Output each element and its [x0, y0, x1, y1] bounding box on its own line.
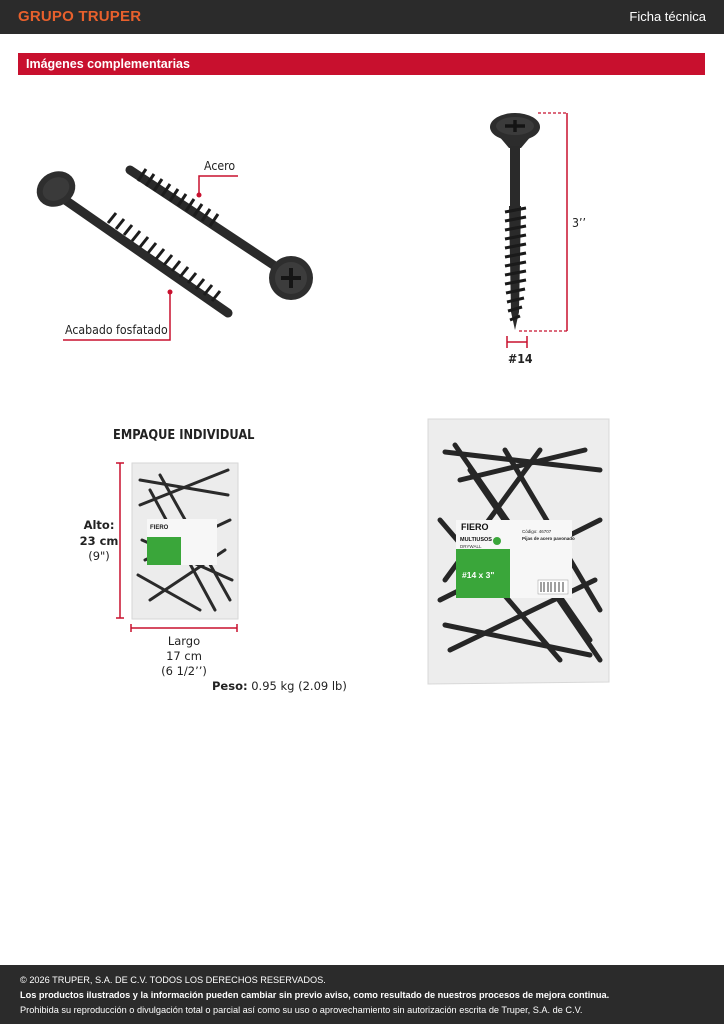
- packaging-title: EMPAQUE INDIVIDUAL: [113, 428, 255, 443]
- footer: [0, 965, 724, 1024]
- section-title: Imágenes complementarias: [26, 57, 190, 71]
- package-height-label: Alto:: [83, 518, 115, 532]
- svg-text:FIERO: FIERO: [150, 525, 169, 531]
- package-height-cm: 23 cm: [79, 534, 119, 548]
- package-category: MULTIUSOS: [460, 537, 492, 543]
- footer-disclaimer: Los productos ilustrados y la información pueden cambiar sin previo aviso, como resultado de nuestros procesos de mejora continua.: [20, 990, 610, 1000]
- finish-callout: Acabado fosfatado: [65, 322, 168, 337]
- package-length-cm: 17 cm: [166, 649, 202, 663]
- package-description: Pijas de acero pavonado: [522, 536, 575, 541]
- material-callout: Acero: [204, 158, 236, 173]
- package-length-label: Largo: [167, 634, 201, 648]
- package-length-in: (6 1/2’’): [161, 664, 207, 678]
- length-dimension-label: 3’’: [572, 215, 586, 230]
- package-brand: FIERO: [461, 522, 489, 532]
- footer-prohibition: Prohibida su reproducción o divulgación total o parcial así como su uso o aprovechamiento sin autorización escrita de Truper, S.A. de C.V.: [20, 1005, 583, 1015]
- package-subcategory: DRYWALL: [460, 544, 482, 549]
- package-code: Código: 46707: [522, 529, 552, 534]
- brand-logo: GRUPO TRUPER: [18, 8, 142, 25]
- gauge-dimension-label: #14: [508, 351, 533, 366]
- package-size-label: #14 x 3": [462, 570, 495, 580]
- footer-copyright: © 2026 TRUPER, S.A. DE C.V. TODOS LOS DERECHOS RESERVADOS.: [20, 975, 326, 985]
- package-height-in: (9"): [88, 549, 110, 563]
- document-type: Ficha técnica: [629, 9, 706, 24]
- package-weight-value: 0.95 kg (2.09 lb): [247, 679, 347, 693]
- package-weight-label: Peso:: [212, 679, 248, 693]
